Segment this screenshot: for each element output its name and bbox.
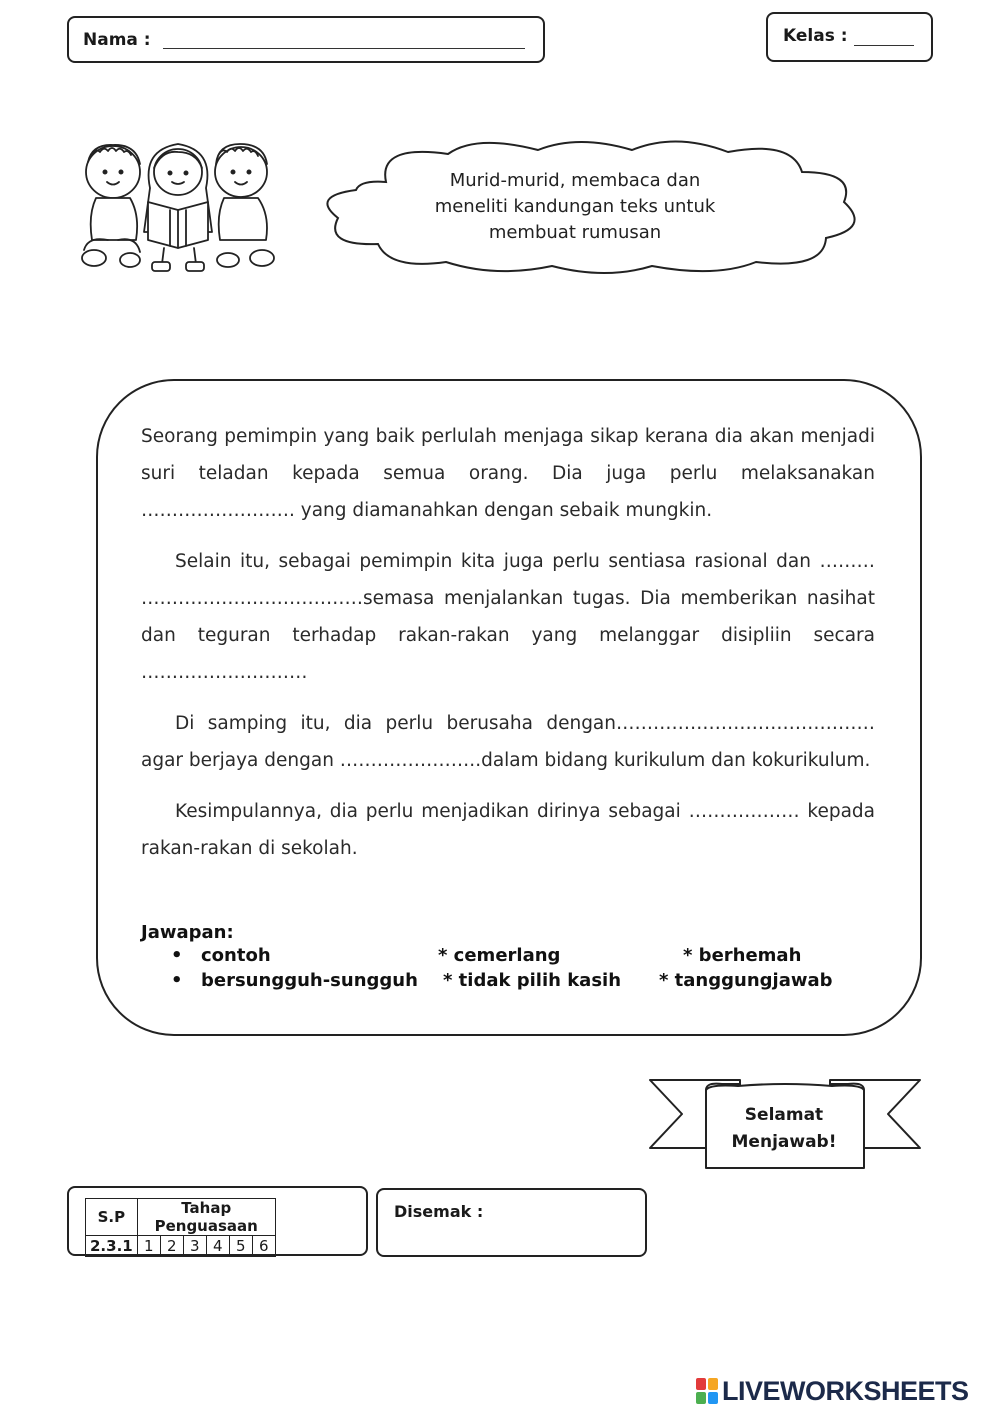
level-cell[interactable]: 1 [137, 1236, 160, 1257]
logo-icon [696, 1378, 720, 1406]
answer-row-2 [141, 970, 881, 995]
ribbon-line: Menjawab! [731, 1132, 837, 1152]
answer-bank [141, 921, 881, 995]
instruction-line: Murid-murid, membaca dan [449, 170, 701, 191]
passage-paragraph-2: Selain itu, sebagai pemimpin kita juga perlu sentiasa rasional dan ……… ………………………………semasa menjalankan tugas. Dia memberikan nasihat dan teguran terhadap rakan-rakan yang melanggar disipliin secara ……………………… [141, 551, 875, 683]
passage-paragraph-1: Seorang pemimpin yang baik perlulah menjaga sikap kerana dia akan menjadi suri teladan kepada semua orang. Dia juga perlu melaksanakan ……………………. yang diamanahkan dengan sebaik mungkin. [141, 426, 875, 521]
reading-passage [141, 418, 875, 881]
level-cell[interactable]: 5 [229, 1236, 252, 1257]
name-input-line[interactable] [163, 48, 525, 49]
class-field-box [766, 12, 933, 62]
bullet: • [171, 970, 183, 991]
sp-label: S.P [86, 1199, 138, 1236]
name-label: Nama : [83, 30, 151, 50]
mastery-level-box [67, 1186, 368, 1256]
logo-text: LIVEWORKSHEETS [722, 1376, 969, 1406]
mastery-table [85, 1198, 276, 1257]
answer-option: bersungguh-sungguh [201, 970, 418, 991]
instruction-line: membuat rumusan [488, 222, 662, 243]
level-cell[interactable]: 2 [160, 1236, 183, 1257]
class-label: Kelas : [783, 26, 848, 46]
instruction-text [400, 168, 750, 246]
answer-option: * tidak pilih kasih [443, 970, 622, 991]
passage-paragraph-3: Di samping itu, dia perlu berusaha dengan…………………………………… agar berjaya dengan …………………..dalam bidang kurikulum dan kokurikulum. [141, 713, 875, 771]
level-cell[interactable]: 6 [252, 1236, 275, 1257]
passage-paragraph-4: Kesimpulannya, dia perlu menjadikan dirinya sebagai ……………… kepada rakan-rakan di sekolah. [141, 801, 875, 859]
name-field-box [67, 16, 545, 63]
level-cell[interactable]: 4 [206, 1236, 229, 1257]
children-reading-illustration [78, 140, 278, 280]
answer-option: * tanggungjawab [659, 970, 833, 991]
answer-heading: Jawapan: [141, 922, 234, 943]
answer-option: contoh [201, 945, 271, 966]
sp-value: 2.3.1 [86, 1236, 138, 1257]
bullet: • [171, 945, 183, 966]
checked-by-label: Disemak : [394, 1202, 484, 1221]
tahap-label: Tahap Penguasaan [137, 1199, 275, 1236]
class-input-line[interactable] [854, 45, 914, 46]
level-cell[interactable]: 3 [183, 1236, 206, 1257]
answer-option: * berhemah [683, 945, 802, 966]
answer-option: * cemerlang [438, 945, 561, 966]
instruction-line: meneliti kandungan teks untuk [434, 196, 716, 217]
checked-by-box [376, 1188, 647, 1257]
ribbon-line: Selamat [744, 1105, 824, 1125]
ribbon-text [706, 1102, 862, 1156]
answer-row-1 [141, 945, 881, 970]
